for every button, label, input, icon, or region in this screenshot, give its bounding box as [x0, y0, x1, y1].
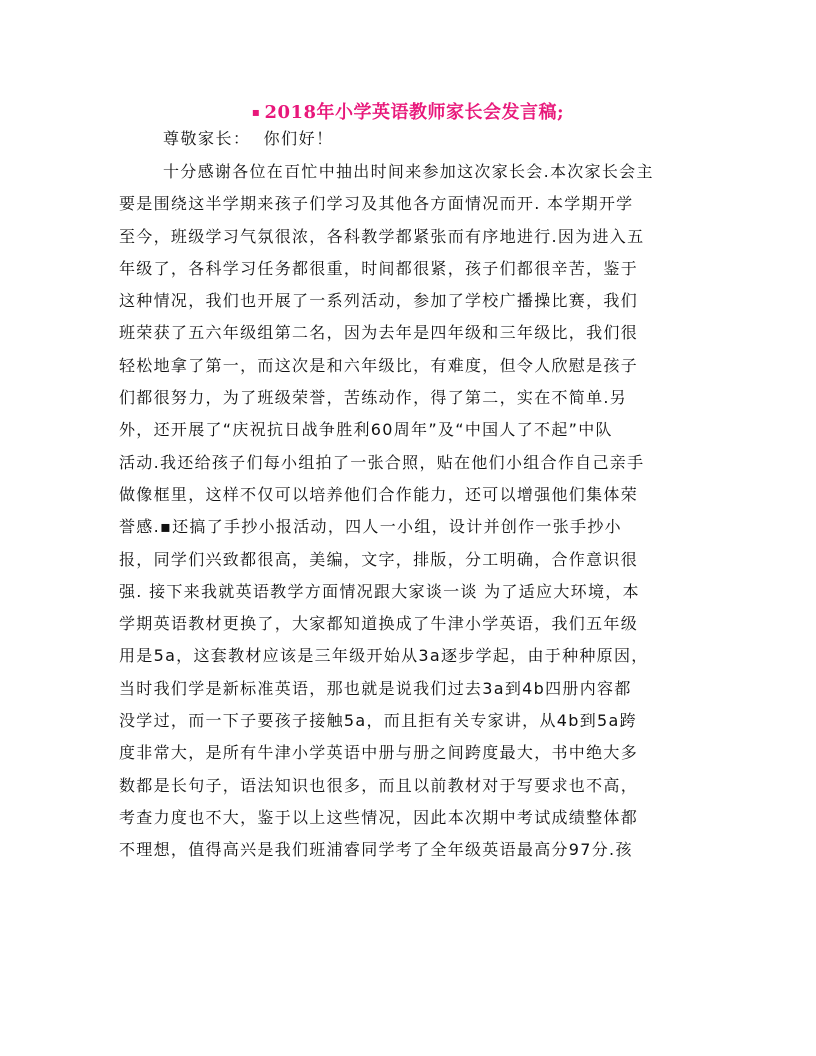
- body-line: 至今，班级学习气氛很浓，各科教学都紧张而有序地进行.因为进入五: [119, 226, 645, 246]
- body-line: 考查力度也不大，鉴于以上这些情况，因此本次期中考试成绩整体都: [119, 807, 639, 827]
- body-line: 要是围绕这半学期来孩子们学习及其他各方面情况而开. 本学期开学: [119, 194, 634, 214]
- body-line: 外，还开展了“庆祝抗日战争胜利60周年”及“中国人了不起”中队: [119, 420, 613, 440]
- body-line: 当时我们学是新标准英语，那也就是说我们过去3a到4b四册内容都: [119, 678, 632, 698]
- title-bullet-icon: ▪: [251, 105, 261, 119]
- body-line: 活动.我还给孩子们每小组拍了一张合照，贴在他们小组合作自己亲手: [119, 452, 645, 472]
- body-line: 誉感.▪还搞了手抄小报活动，四人一小组，设计并创作一张手抄小: [119, 517, 622, 537]
- body-line: 没学过，而一下子要孩子接触5a，而且拒有关专家讲，从4b到5a跨: [119, 711, 637, 731]
- body-line: 度非常大，是所有牛津小学英语中册与册之间跨度最大，书中绝大多: [119, 743, 639, 763]
- body-line: 数都是长句子，语法知识也很多，而且以前教材对于写要求也不高，: [119, 775, 639, 795]
- body-line: 们都很努力，为了班级荣誉，苦练动作，得了第二，实在不简单.另: [119, 388, 628, 408]
- title-text: 2018年小学英语教师家长会发言稿;: [264, 102, 565, 123]
- body-line: 用是5a，这套教材应该是三年级开始从3a逐步学起，由于种种原因，: [119, 646, 649, 666]
- greeting-line: 尊敬家长： 你们好！: [163, 129, 334, 148]
- body-line: 不理想，值得高兴是我们班浦睿同学考了全年级英语最高分97分.孩: [119, 840, 633, 860]
- body-line: 年级了，各科学习任务都很重，时间都很紧，孩子们都很辛苦，鉴于: [119, 258, 639, 278]
- body-line: 做像框里，这样不仅可以培养他们合作能力，还可以增强他们集体荣: [119, 484, 639, 504]
- body-line: 报，同学们兴致都很高，美编，文字，排版，分工明确，合作意识很: [119, 549, 639, 569]
- document-title: [0, 98, 816, 124]
- body-line: 学期英语教材更换了，大家都知道换成了牛津小学英语，我们五年级: [119, 614, 639, 634]
- body-line: 轻松地拿了第一，而这次是和六年级比，有难度，但令人欣慰是孩子: [119, 355, 639, 375]
- body-line: 强. 接下来我就英语教学方面情况跟大家谈一谈 为了适应大环境，本: [119, 581, 640, 601]
- body-line: 十分感谢各位在百忙中抽出时间来参加这次家长会.本次家长会主: [163, 162, 654, 181]
- body-line: 班荣获了五六年级组第二名，因为去年是四年级和三年级比，我们很: [119, 323, 639, 343]
- body-line: 这种情况，我们也开展了一系列活动，参加了学校广播操比赛，我们: [119, 291, 639, 311]
- body-text: [119, 156, 699, 867]
